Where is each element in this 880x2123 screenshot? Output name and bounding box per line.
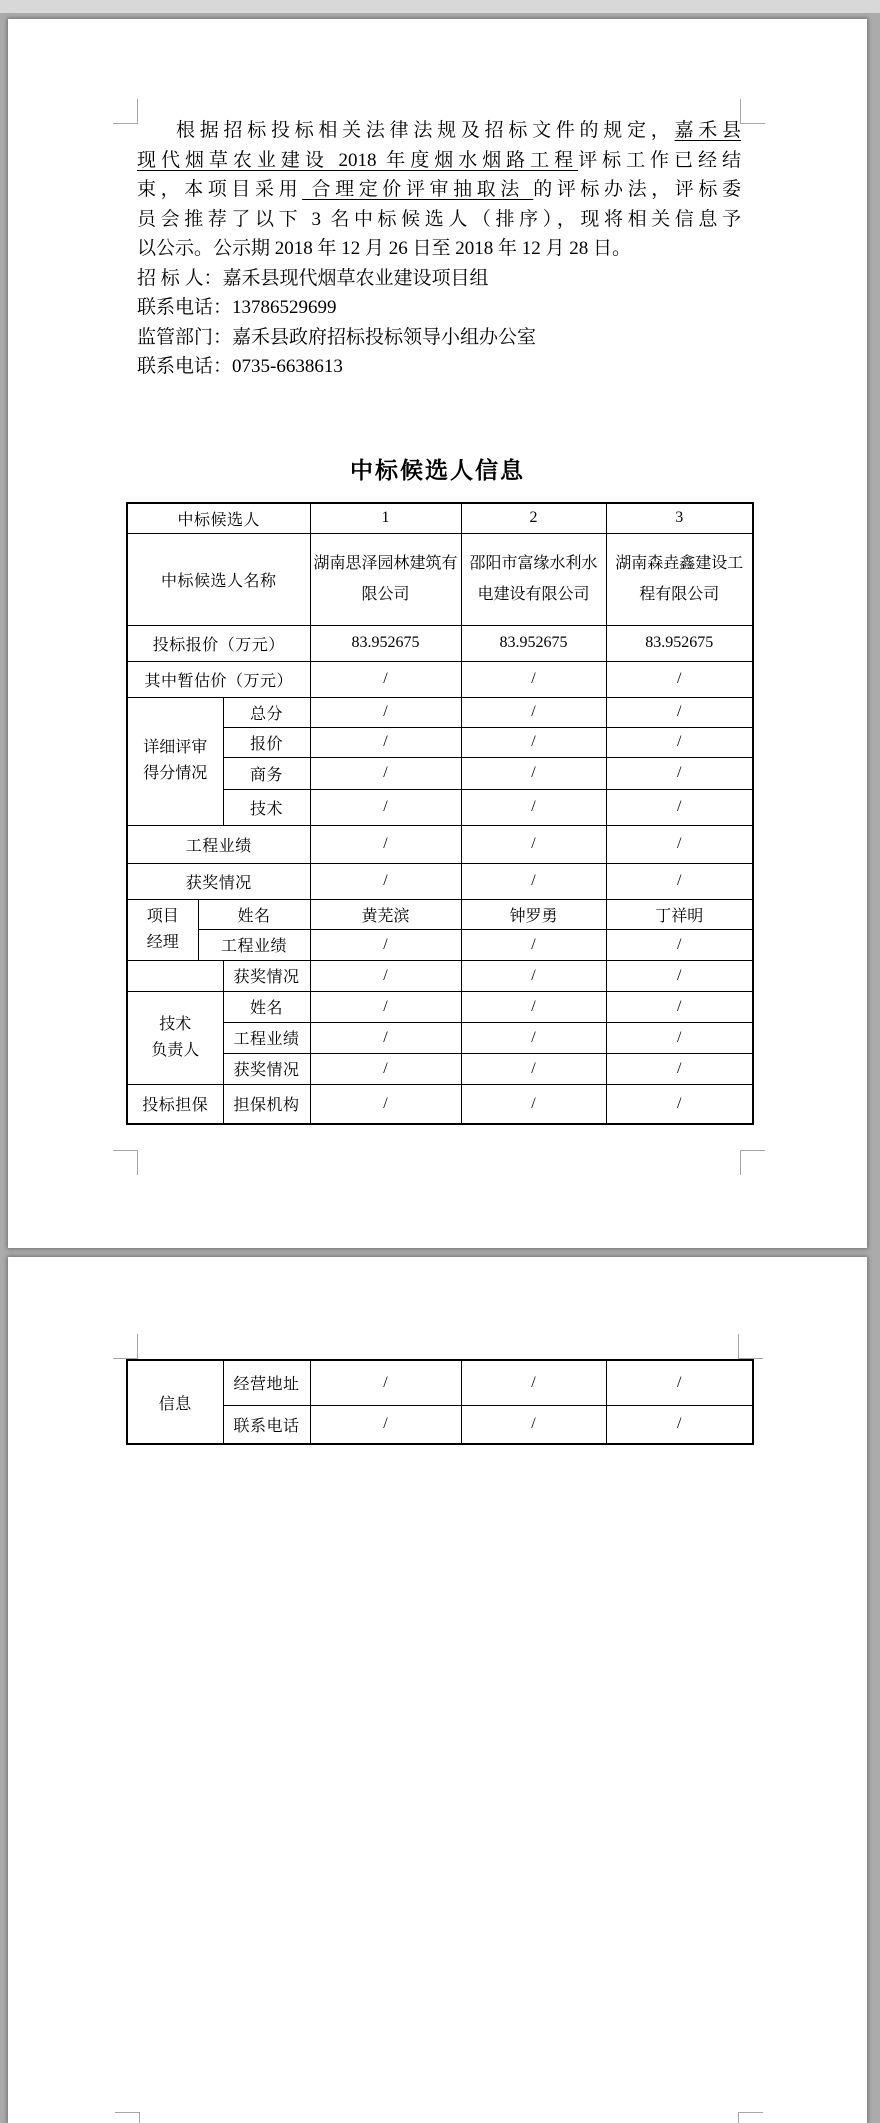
info-group-label: 信息 (127, 1360, 223, 1444)
cell-value: / (461, 991, 606, 1022)
table-row (127, 697, 753, 727)
guarantee-agency-label: 担保机构 (223, 1084, 310, 1124)
margin-crop-mark-bottom-left (115, 2112, 140, 2123)
row-label: 经营地址 (223, 1360, 310, 1405)
project-manager-label-line2: 经理 (146, 933, 179, 951)
margin-crop-mark-bottom-right (738, 2112, 763, 2123)
cell-value: / (606, 929, 753, 960)
paragraph-line (137, 234, 741, 264)
cell-value: / (310, 929, 461, 960)
margin-crop-mark-bottom-left (113, 1150, 138, 1175)
review-group-label-line2: 得分情况 (143, 765, 208, 782)
cell-value: / (461, 929, 606, 960)
page-1 (8, 19, 867, 1248)
bid-price-2: 83.952675 (461, 625, 606, 661)
project-manager-group-label (127, 899, 198, 960)
margin-crop-mark-top-left (113, 1334, 138, 1359)
margin-crop-mark-bottom-right (740, 1150, 765, 1175)
review-group-label (127, 697, 223, 825)
cell-value: / (461, 863, 606, 899)
supervisor-line: 监管部门：嘉禾县政府招标投标领导小组办公室 (137, 326, 537, 348)
paragraph-line (137, 205, 741, 235)
cell-value: / (310, 661, 461, 697)
row-label: 中标候选人名称 (127, 533, 310, 625)
cell-value: / (606, 960, 753, 991)
bid-guarantee-label: 投标担保 (127, 1084, 223, 1124)
candidate-rank-1: 1 (310, 503, 461, 533)
table-row (127, 503, 753, 533)
table-row (127, 1084, 753, 1124)
cell-value: / (461, 661, 606, 697)
candidate-name-2: 邵阳市富缘水利水电建设有限公司 (461, 533, 606, 625)
tech-lead-label-line2: 负责人 (151, 1041, 200, 1059)
paragraph-line (137, 146, 741, 176)
cell-value: / (310, 825, 461, 863)
cell-value: / (606, 1022, 753, 1053)
tenderer-phone-line: 联系电话：13786529699 (137, 297, 337, 318)
table-row (127, 661, 753, 697)
table-row (127, 825, 753, 863)
cell-value: / (310, 1022, 461, 1053)
candidates-table-continued (126, 1359, 754, 1445)
margin-crop-mark-top-left (113, 99, 138, 124)
cell-value: / (310, 1084, 461, 1124)
cell-value: / (310, 757, 461, 789)
row-label: 技术 (223, 789, 310, 825)
bid-price-3: 83.952675 (606, 625, 753, 661)
table-row (127, 960, 753, 991)
row-label: 总分 (223, 697, 310, 727)
cell-value: / (606, 863, 753, 899)
cell-value: / (606, 727, 753, 757)
cell-value: / (606, 697, 753, 727)
cell-value: / (461, 1022, 606, 1053)
cell-value: / (606, 757, 753, 789)
canvas-top-strip (0, 0, 880, 13)
paragraph-text: 以公示。公示期 2018 年 12 月 26 日至 2018 年 12 月 28 日。 (137, 238, 632, 259)
candidate-name-3: 湖南森垚鑫建设工程有限公司 (606, 533, 753, 625)
cell-value: / (461, 825, 606, 863)
tech-lead-group-label (127, 991, 223, 1084)
paragraph-text: 根据招标投标相关法律法规及招标文件的规定， (176, 120, 675, 141)
paragraph-text: 评标工作已经结 (578, 149, 741, 171)
paragraph-text: 员会推荐了以下 3 名中标候选人（排序），现将相关信息予 (137, 208, 741, 230)
table-row (127, 991, 753, 1022)
cell-value: / (310, 727, 461, 757)
cell-value: / (461, 1053, 606, 1084)
review-group-label-line1: 详细评审 (143, 739, 208, 756)
row-label: 投标报价（万元） (127, 625, 310, 661)
cell-value: / (606, 1405, 753, 1444)
cell-value: / (461, 727, 606, 757)
candidates-table (126, 502, 754, 1125)
pm-name-3: 丁祥明 (606, 899, 753, 929)
cell-value: / (310, 1053, 461, 1084)
row-label: 获奖情况 (223, 1053, 310, 1084)
cell-value: / (461, 1405, 606, 1444)
row-label: 联系电话 (223, 1405, 310, 1444)
row-label: 工程业绩 (198, 929, 310, 960)
cell-value: / (310, 1360, 461, 1405)
underlined-project-name: 嘉禾县 (674, 120, 741, 141)
paragraph-text: 的评标办法，评标委 (533, 179, 741, 200)
cell-value: / (606, 1360, 753, 1405)
row-label: 获奖情况 (127, 863, 310, 899)
cell-value: / (461, 960, 606, 991)
underlined-project-name: 现代烟草农业建设 2018 年度烟水烟路工程 (137, 149, 579, 171)
cell-value: / (461, 1084, 606, 1124)
supervisor-phone-line: 联系电话：0735-6638613 (137, 356, 343, 377)
row-label: 姓名 (223, 991, 310, 1022)
cell-value: / (606, 1053, 753, 1084)
row-label: 报价 (223, 727, 310, 757)
pm-name-1: 黄芜滨 (310, 899, 461, 929)
table-row (127, 899, 753, 929)
header-label: 中标候选人 (127, 503, 310, 533)
cell-value: / (461, 1360, 606, 1405)
candidate-name-1: 湖南思泽园林建筑有限公司 (310, 533, 461, 625)
page-2 (8, 1257, 867, 2123)
cell-value: / (461, 789, 606, 825)
section-title: 中标候选人信息 (350, 457, 525, 483)
cell-value: / (606, 789, 753, 825)
candidate-rank-3: 3 (606, 503, 753, 533)
table-row (127, 533, 753, 625)
row-label: 工程业绩 (127, 825, 310, 863)
project-manager-label-line1: 项目 (146, 907, 179, 925)
cell-value: / (606, 661, 753, 697)
cell-value: / (606, 825, 753, 863)
cell-value: / (310, 863, 461, 899)
cell-value: / (310, 789, 461, 825)
paragraph-text: 束，本项目采用 (137, 179, 303, 200)
paragraph-line (137, 175, 741, 205)
table-row (127, 929, 753, 960)
row-label: 商务 (223, 757, 310, 789)
tech-lead-label-line1: 技术 (159, 1015, 192, 1033)
row-label: 姓名 (198, 899, 310, 929)
table-row (127, 625, 753, 661)
table-row (127, 863, 753, 899)
empty-cell (127, 960, 223, 991)
margin-crop-mark-top-right (740, 99, 765, 124)
cell-value: / (310, 991, 461, 1022)
underlined-method-name: 合理定价评审抽取法 (302, 179, 534, 200)
cell-value: / (606, 1084, 753, 1124)
row-label: 获奖情况 (223, 960, 310, 991)
table-row (127, 1360, 753, 1405)
paragraph-line (137, 116, 741, 146)
cell-value: / (310, 960, 461, 991)
cell-value: / (606, 991, 753, 1022)
cell-value: / (461, 757, 606, 789)
row-label: 工程业绩 (223, 1022, 310, 1053)
pm-name-2: 钟罗勇 (461, 899, 606, 929)
cell-value: / (310, 1405, 461, 1444)
margin-crop-mark-top-right (738, 1334, 763, 1359)
row-label: 其中暂估价（万元） (127, 661, 310, 697)
bid-price-1: 83.952675 (310, 625, 461, 661)
announcement-text (137, 116, 741, 382)
cell-value: / (461, 697, 606, 727)
candidate-rank-2: 2 (461, 503, 606, 533)
tenderer-line: 招 标 人：嘉禾县现代烟草农业建设项目组 (137, 267, 489, 289)
cell-value: / (310, 697, 461, 727)
